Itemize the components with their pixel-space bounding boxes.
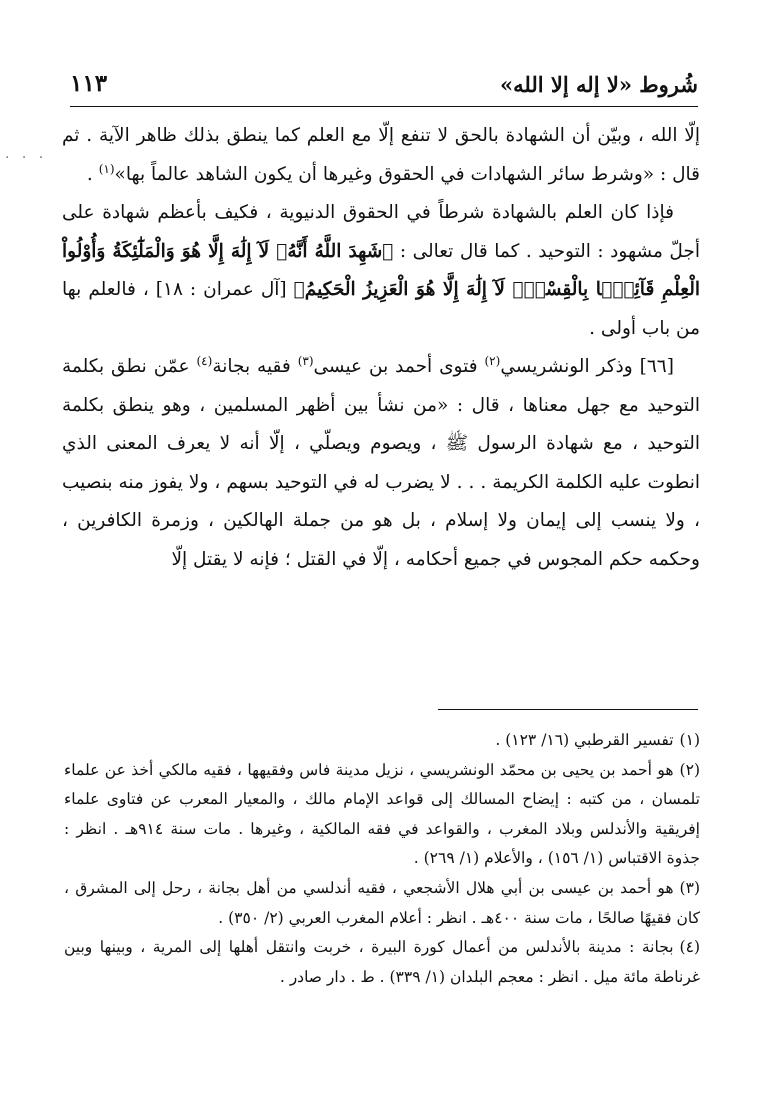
footnote-number: (١) xyxy=(679,731,700,749)
footnote-text: هو أحمد بن يحيى بن محمّد الونشريسي ، نزيل مدينة فاس وفقيهها ، فقيه مالكي أخذ عن علماء تلمسان ، من كتبه : إيضاح المسالك إلى قواعد الإمام مالك ، والمعيار المعرب عن فتاوى علماء إفريقية والأندلس وبلاد المغرب ، والقواعد في فقه المالكية ، وغيرها . مات سنة ٩١٤هـ . انظر : جذوة الاقتباس (١/ ١٥٦) ، والأعلام (١/ ٢٦٩) . xyxy=(64,760,700,868)
footnote-number: (٢) xyxy=(679,760,700,779)
paragraph-3-text-d: عمّن نطق بكلمة التوحيد مع جهل معناها ، قال : «من نشأ بين أظهر المسلمين ، وهو ينطق بكلمة التوحيد ، مع شهادة الرسول ﷺ ، ويصوم ويصلّي ، إلّا أنه لا يعرف المعنى الذي انطوت عليه الكلمة الكريمة . . . لا يضرب له في التوحيد بسهم ، ولا يفوز منه بنصيب ، ولا ينسب إلى إيمان ولا إسلام ، بل هو من جملة الهالكين ، وزمرة الكافرين ، وحكمه حكم المجوس في جميع أحكامه ، إلّا في القتل ؛ فإنه لا يقتل إلّا xyxy=(62,356,700,570)
paragraph-2 xyxy=(62,194,700,348)
footnote-divider xyxy=(438,709,698,710)
paragraph-3-text-b: فتوى أحمد بن عيسى xyxy=(313,356,478,377)
main-text xyxy=(62,117,700,579)
paragraph-1-text: إلّا الله ، وبيّن أن الشهادة بالحق لا تنفع إلّا مع العلم كما ينطق بذلك ظاهر الآية . ثم قال : «وشرط سائر الشهادات في الحقوق وغيرها أن يكون الشاهد عالماً بها» xyxy=(62,125,700,185)
page-header xyxy=(70,66,698,107)
footnote-text: تفسير القرطبي (١٦/ ١٢٣) . xyxy=(495,731,674,749)
paragraph-1 xyxy=(62,117,700,194)
footnote-number: (٤) xyxy=(679,938,700,957)
footnotes xyxy=(64,726,700,992)
running-title: شُروط «لا إله إلا الله» xyxy=(500,72,698,97)
paragraph-3-text-a: [٦٦] وذكر الونشريسي xyxy=(500,356,674,377)
paragraph-3-text-c: فقيه بجانة xyxy=(212,356,291,377)
footnote-2 xyxy=(64,756,700,874)
footnote-text: هو أحمد بن عيسى بن أبي هلال الأشجعي ، فقيه أندلسي من أهل بجانة ، رحل إلى المشرق ، كان فقيهًا صالحًا ، مات سنة ٤٠٠هـ . انظر : أعلام المغرب العربي (٢/ ٣٥٠) . xyxy=(64,878,700,927)
footnote-ref-2: (٢) xyxy=(484,353,501,368)
margin-marks: · · · xyxy=(5,150,48,166)
footnote-number: (٣) xyxy=(679,878,700,897)
page-number: ١١٣ xyxy=(70,70,108,97)
paragraph-3 xyxy=(62,348,700,579)
footnote-3 xyxy=(64,874,700,933)
footnote-ref-3: (٣) xyxy=(297,353,314,368)
footnote-ref-1: (١) xyxy=(98,161,115,176)
paragraph-2-text-b: [آل عمران : ١٨] ، فالعلم بها من باب أولى . xyxy=(62,279,700,339)
paragraph-1-end: . xyxy=(86,163,93,185)
footnote-4 xyxy=(64,933,700,992)
paragraph-2-text-a: فإذا كان العلم بالشهادة شرطاً في الحقوق الدنيوية ، فكيف بأعظم شهادة على أجلّ مشهود : التوحيد . كما قال تعالى : xyxy=(62,202,700,262)
footnote-1 xyxy=(64,726,700,756)
quran-verse: ﴿شَهِدَ اللَّهُ أَنَّهُۥ لَآ إِلَٰهَ إِلَّا هُوَ وَالْمَلَٰٓئِكَةُ وَأُوْلُواْ الْعِلْمِ قَآئِمَۢا بِالْقِسْطِۚ لَآ إِلَٰهَ إِلَّا هُوَ الْعَزِيزُ الْحَكِيمُ﴾ xyxy=(62,240,701,300)
footnote-ref-4: (٤) xyxy=(196,353,213,368)
footnote-text: بجانة : مدينة بالأندلس من أعمال كورة البيرة ، خربت وانتقل أهلها إلى المرية ، وبينها وبين غرناطة مائة ميل . انظر : معجم البلدان (١/ ٣٣٩) . ط . دار صادر . xyxy=(64,938,700,986)
